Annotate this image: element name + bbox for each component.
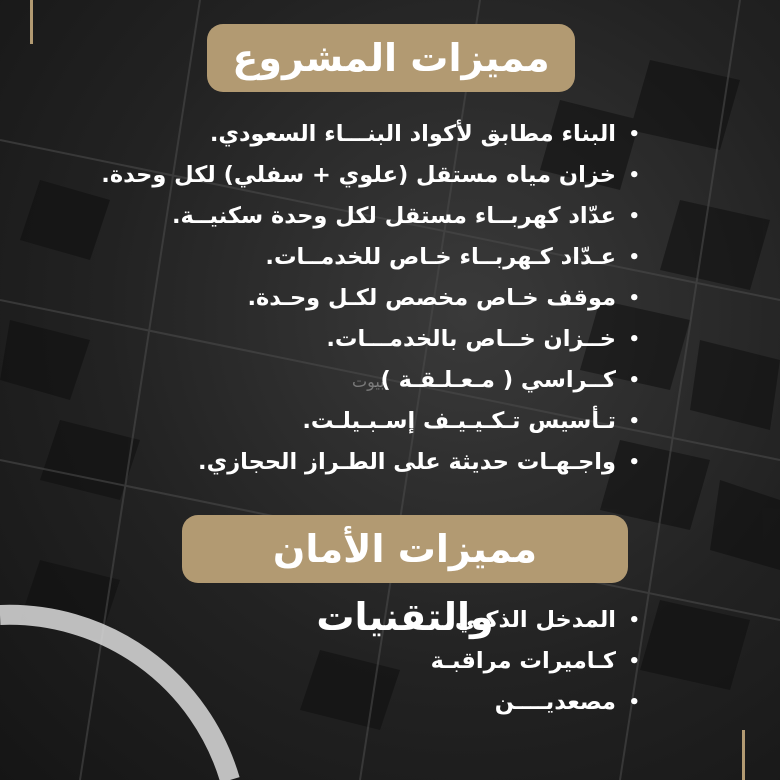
security-item bbox=[340, 641, 640, 682]
bullet-icon: • bbox=[628, 329, 640, 350]
bullet-icon: • bbox=[628, 206, 640, 227]
security-item bbox=[340, 600, 640, 641]
feature-text: خــزان خــاص بالخدمـــات. bbox=[326, 326, 616, 352]
bullet-icon: • bbox=[628, 610, 640, 631]
feature-text: خزان مياه مستقل (علوي + سفلي) لكل وحدة. bbox=[101, 162, 616, 188]
bullet-icon: • bbox=[628, 124, 640, 145]
feature-item bbox=[140, 442, 640, 483]
security-text: مصعديــــن bbox=[494, 689, 616, 715]
security-text: المدخل الذكـي bbox=[454, 607, 616, 633]
bullet-icon: • bbox=[628, 288, 640, 309]
bullet-icon: • bbox=[628, 452, 640, 473]
security-features-header: مميزات الأمان والتقنيات bbox=[182, 515, 628, 583]
feature-item bbox=[140, 278, 640, 319]
feature-text: عدّاد كهربــاء مستقل لكل وحدة سكنيــة. bbox=[171, 203, 616, 229]
project-features-header: مميزات المشروع bbox=[207, 24, 575, 92]
project-features-list bbox=[101, 114, 640, 483]
feature-item bbox=[140, 401, 640, 442]
security-item bbox=[340, 682, 640, 723]
bullet-icon: • bbox=[628, 411, 640, 432]
bullet-icon: • bbox=[628, 692, 640, 713]
security-features-list bbox=[340, 600, 640, 723]
feature-item bbox=[101, 155, 640, 196]
feature-item bbox=[140, 360, 640, 401]
feature-text: واجـهـات حديثة على الطـراز الحجازي. bbox=[198, 449, 616, 475]
feature-item bbox=[140, 319, 640, 360]
feature-text: كــراسي ( مـعـلـقـة ) bbox=[380, 367, 616, 393]
feature-text: عـدّاد كـهربــاء خـاص للخدمــات. bbox=[265, 244, 616, 270]
security-text: كـاميرات مراقبـة bbox=[430, 648, 616, 674]
frame-corner-bottom-right bbox=[742, 730, 745, 780]
frame-corner-top-left bbox=[30, 0, 33, 44]
feature-item bbox=[140, 196, 640, 237]
watermark: بيوت bbox=[352, 372, 385, 391]
feature-text: تـأسيس تـكـيـيـف إسـبـيلـت. bbox=[302, 408, 616, 434]
bullet-icon: • bbox=[628, 651, 640, 672]
bullet-icon: • bbox=[628, 247, 640, 268]
bullet-icon: • bbox=[628, 165, 640, 186]
feature-item bbox=[140, 114, 640, 155]
feature-item bbox=[140, 237, 640, 278]
feature-text: البناء مطابق لأكواد البنـــاء السعودي. bbox=[209, 121, 616, 147]
bullet-icon: • bbox=[628, 370, 640, 391]
feature-text: موقف خـاص مخصص لكـل وحـدة. bbox=[247, 285, 616, 311]
